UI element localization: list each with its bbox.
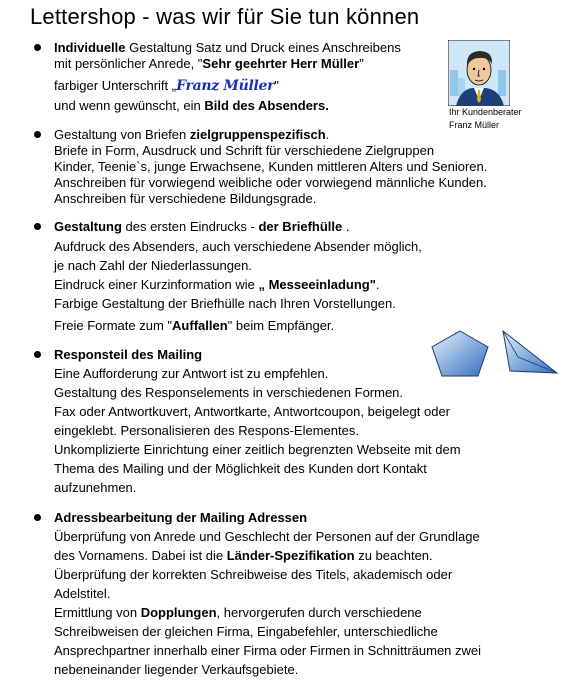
s3-line-4: Eindruck einer Kurzinformation wie „ Messeeinladung". xyxy=(54,277,380,292)
s4-line-6: Unkomplizierte Einrichtung einer zeitlich begrenzten Webseite mit dem xyxy=(54,442,461,457)
s3-line-5: Farbige Gestaltung der Briefhülle nach Ihren Vorstellungen. xyxy=(54,296,396,311)
bullet-4 xyxy=(34,351,41,358)
s3-line-2: Aufdruck des Absenders, auch verschiedene Absender möglich, xyxy=(54,239,422,254)
s5-line-7: Schreibweisen der gleichen Firma, Eingabefehler, unterschiedliche xyxy=(54,624,438,639)
pentagon-shape xyxy=(430,329,490,379)
bullet-1 xyxy=(34,44,41,51)
s3-line-6: Freie Formate zum "Auffallen" beim Empfänger. xyxy=(54,318,335,333)
s4-line-2: Eine Aufforderung zur Antwort ist zu empfehlen. xyxy=(54,366,329,381)
s5-line-2: Überprüfung von Anrede und Geschlecht der Personen auf der Grundlage xyxy=(54,529,480,544)
s2-line-4: Anschreiben für vorwiegend weibliche oder vorwiegend männliche Kunden. xyxy=(54,175,487,190)
s5-line-5: Adelstitel. xyxy=(54,586,111,601)
s5-line-9: nebeneinander liegender Verkaufsgebiete. xyxy=(54,662,299,677)
s3-line-3: je nach Zahl der Niederlassungen. xyxy=(54,258,253,273)
s1-line-1: Individuelle Gestaltung Satz und Druck eines Anschreibens xyxy=(54,40,401,55)
s4-line-5: eingeklebt. Personalisieren des Respons-Elementes. xyxy=(54,423,359,438)
s5-line-1: Adressbearbeitung der Mailing Adressen xyxy=(54,510,308,525)
portrait-caption-1: Ihr Kundenberater xyxy=(449,107,522,117)
bullet-2 xyxy=(34,131,41,138)
page-title: Lettershop - was wir für Sie tun können xyxy=(30,4,420,29)
s5-line-4: Überprüfung der korrekten Schreibweise des Titels, akademisch oder xyxy=(54,567,453,582)
s5-line-8: Ansprechpartner innerhalb einer Firma oder Firmen in Schnitträumen zwei xyxy=(54,643,482,658)
s2-line-3: Kinder, Teenie`s, junge Erwachsene, Kunden mittleren Alters und Senioren. xyxy=(54,159,488,174)
s4-line-7: Thema des Mailing und der Möglichkeit des Kunden dort Kontakt xyxy=(54,461,427,476)
portrait-caption-2: Franz Müller xyxy=(449,120,500,130)
s1-line-2: mit persönlicher Anrede, "Sehr geehrter Herr Müller" xyxy=(54,56,364,71)
s4-line-4: Fax oder Antwortkuvert, Antwortkarte, Antwortcoupon, beigelegt oder xyxy=(54,404,450,419)
s3-line-1: Gestaltung des ersten Eindrucks - der Briefhülle . xyxy=(54,219,350,234)
s2-line-1: Gestaltung von Briefen zielgruppenspezifisch. xyxy=(54,127,330,142)
s4-line-1: Responsteil des Mailing xyxy=(54,347,203,362)
s2-line-2: Briefe in Form, Ausdruck und Schrift für verschiedene Zielgruppen xyxy=(54,143,435,158)
bullet-5 xyxy=(34,514,41,521)
bullet-3 xyxy=(34,223,41,230)
signature: Franz Müller xyxy=(176,78,275,94)
s2-line-5: Anschreiben für verschiedene Bildungsgrade. xyxy=(54,191,317,206)
s1-line-3: farbiger Unterschrift „Franz Müller" xyxy=(54,78,279,94)
s4-line-8: aufzunehmen. xyxy=(54,480,137,495)
s4-line-3: Gestaltung des Responselements in verschiedenen Formen. xyxy=(54,385,404,400)
s1-line-4: und wenn gewünscht, ein Bild des Absenders. xyxy=(54,98,329,113)
advisor-portrait-image xyxy=(448,40,510,106)
s5-line-3: des Vornamens. Dabei ist die Länder-Spezifikation zu beachten. xyxy=(54,548,433,563)
s5-line-6: Ermittlung von Dopplungen, hervorgerufen durch verschiedene xyxy=(54,605,422,620)
triangle-shape xyxy=(500,327,560,377)
